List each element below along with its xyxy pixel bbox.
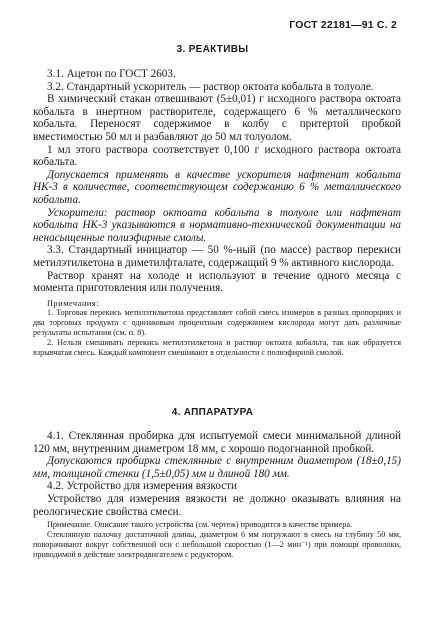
section-4-note: Примечание. Описание такого устройства (см. чертеж) приводится в качестве примера. (47, 520, 353, 530)
section-4-notes (33, 520, 401, 559)
paragraph-4-2: 4.2. Устройство для измерения вязкости (47, 480, 238, 493)
paragraph-3-2-equivalence: 1 мл этого раствора соответствует 0,100 г исходного раствора октоата кобальта. (33, 143, 401, 169)
paragraph-3-2-accelerators: Ускорители: раствор октоата кобальта в толуоле или нафтенат кобальта НК-3 указываются в нормативно-технической документации на ненасыщенные полиэфирные смолы. (33, 206, 401, 244)
paragraph-3-2: 3.2. Стандартный ускоритель — раствор октоата кобальта в толуоле. (47, 80, 374, 93)
paragraph-4-1: 4.1. Стеклянная пробирка для испытуемой смеси минимальной длиной 120 мм, внутренним диаметром 18 мм, с хорошо подогнанной пробкой. (33, 430, 401, 455)
paragraph-4-2-requirement: Устройство для измерения вязкости не должно оказывать влияния на реологические свойства смеси. (33, 492, 401, 518)
paragraph-3-3-storage: Раствор хранят на холоде и используют в течение одного месяца с момента приготовления или получения. (33, 269, 401, 295)
notes-header: Примечания: (47, 298, 100, 308)
page-header: ГОСТ 22181—91 С. 2 (289, 19, 397, 31)
note-1: 1. Торговая перекись метилэтилкетона представляет собой смесь изомеров в разных пропорциях и два торговых продукта с одинаковым процентным содержанием кислорода могут дать различные результаты испытания (см. п. 8). (33, 308, 401, 338)
paragraph-3-2-allowed: Допускается применять в качестве ускорителя нафтенат кобальта НК-3 в количестве, соответствующем содержанию 6 % металлического кобальта. (33, 168, 401, 206)
paragraph-3-2-procedure: В химический стакан отвешивают (5±0,01) г исходного раствора октоата кобальта в инертном растворителе, содержащего 6 % металлического кобальта. Переносят содержимое в колбу с притертой пробкой вместимостью 50 мл и разбавляют до 50 мл толуолом. (33, 93, 401, 143)
note-2: 2. Нельзя смешивать перекись метилэтилкетона и раствор октоата кобальта, так как образуется взрывчатая смесь. Каждый компонент смешивают в отдельности с полиэфирной смолой. (33, 337, 401, 357)
section-4-title: 4. АППАРАТУРА (171, 407, 254, 418)
section-3-title: 3. РЕАКТИВЫ (176, 44, 249, 55)
section-4-body (33, 430, 401, 559)
section-4-note-description: Стеклянную палочку достаточной длины, диаметром 6 мм погружают в смесь на глубину 50 мм, поворачивают вокруг собственной оси с небольшой скоростью (1—2 мин⁻¹) при помощи проволоки, приводимой в действие электродвигателем с редуктором. (33, 529, 401, 559)
paragraph-3-1: 3.1. Ацетон по ГОСТ 2603. (47, 68, 176, 80)
paragraph-4-1-allowed: Допускаются пробирки стеклянные с внутренним диаметром (18±0,15) мм, толщиной стенки (1,5±0,05) мм и длиной 180 мм. (33, 455, 401, 480)
section-3-body (33, 68, 401, 357)
paragraph-3-3: 3.3. Стандартный инициатор — 50 %-ный (по массе) раствор перекиси метилэтилкетона в диметилфталате, содержащий 9 % активного кислорода. (33, 244, 401, 269)
section-3-notes (33, 299, 401, 358)
